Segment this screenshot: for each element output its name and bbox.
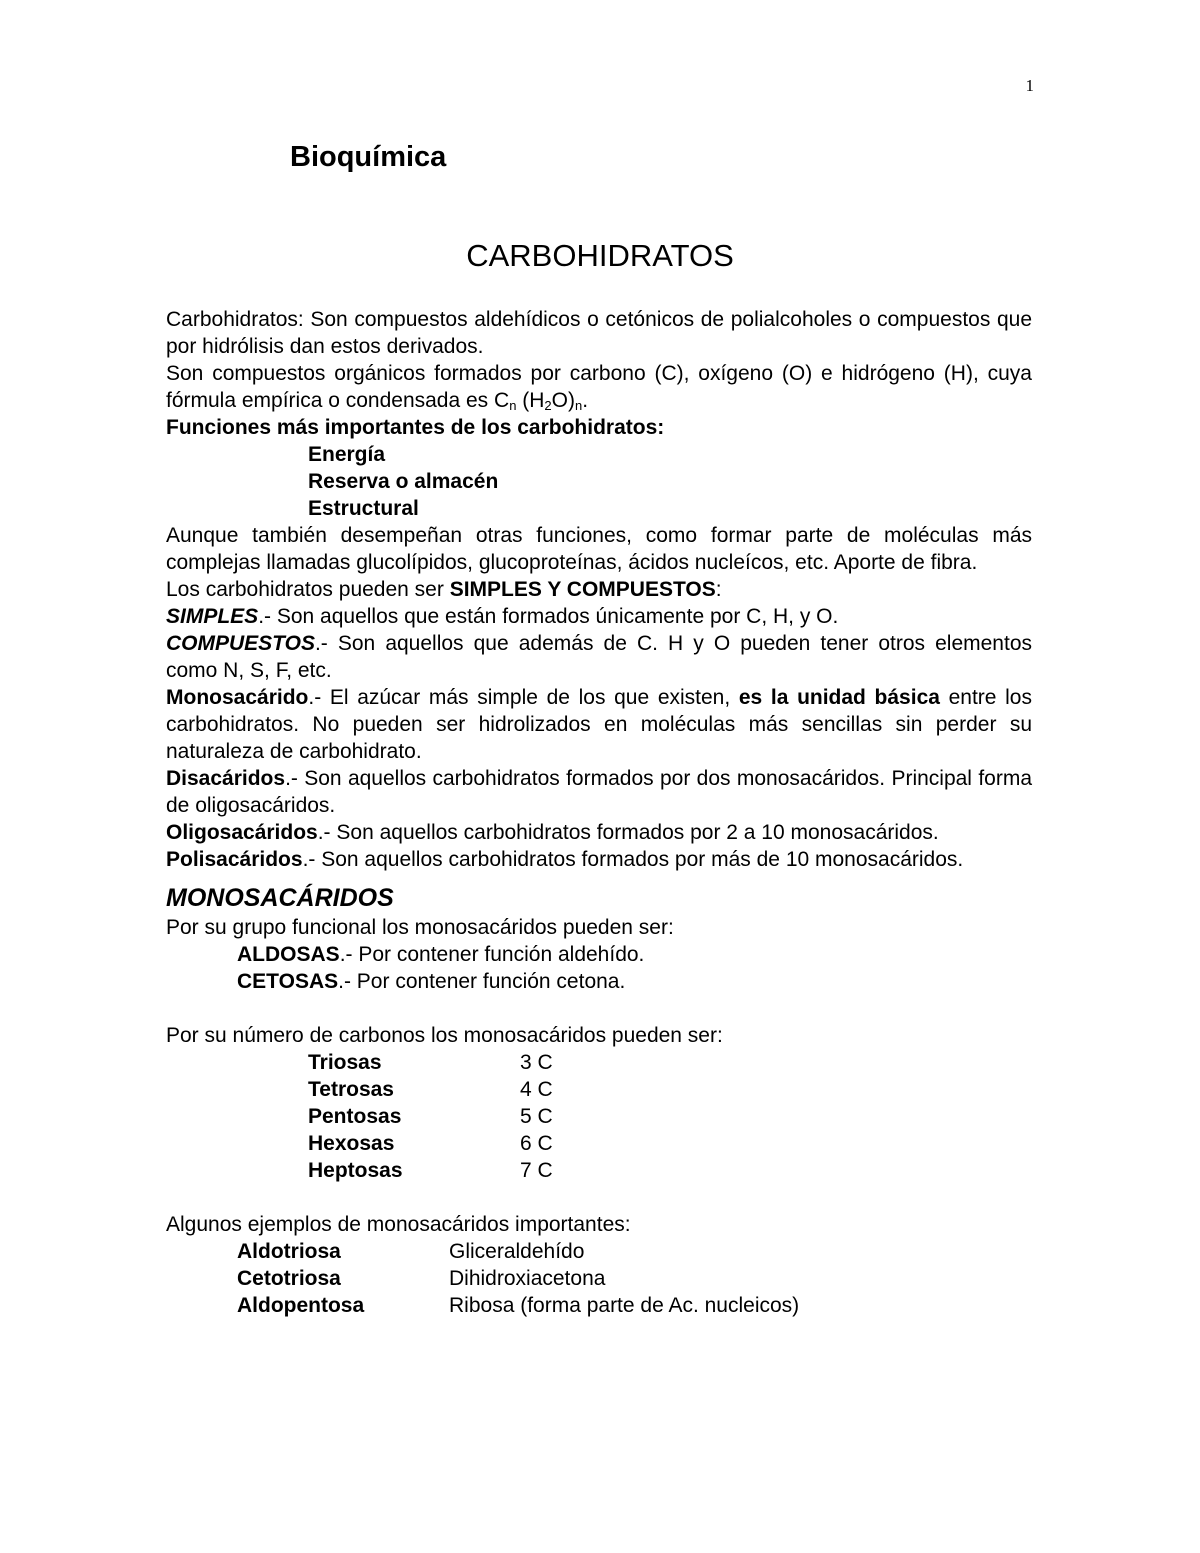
disacaridos-definition: Disacáridos.- Son aquellos carbohidratos formados por dos monosacáridos. Principal forma de oligosacáridos.	[166, 767, 1032, 817]
oligosacaridos-definition: Oligosacáridos.- Son aquellos carbohidratos formados por 2 a 10 monosacáridos.	[166, 821, 939, 844]
carbon-number-intro: Por su número de carbonos los monosacáridos pueden ser:	[166, 1024, 723, 1047]
aldosas-item: ALDOSAS.- Por contener función aldehído.	[237, 943, 645, 966]
carbon-type-row: Heptosas 7 C	[308, 1159, 553, 1182]
example-row: Aldopentosa Ribosa (forma parte de Ac. nucleicos)	[237, 1294, 800, 1317]
function-item: Energía	[308, 443, 386, 466]
cetosas-item: CETOSAS.- Por contener función cetona.	[237, 970, 626, 993]
function-item: Reserva o almacén	[308, 470, 499, 493]
simples-definition: SIMPLES.- Son aquellos que están formados únicamente por C, H, y O.	[166, 605, 839, 628]
subscript-n: n	[509, 398, 517, 413]
carbon-type-row: Tetrosas 4 C	[308, 1078, 553, 1101]
document-body	[166, 306, 1032, 1319]
carbon-type-row: Hexosas 6 C	[308, 1132, 553, 1155]
examples-intro: Algunos ejemplos de monosacáridos importantes:	[166, 1213, 631, 1236]
types-intro: Los carbohidratos pueden ser SIMPLES Y COMPUESTOS:	[166, 578, 722, 601]
definition-paragraph: Carbohidratos: Son compuestos aldehídicos o cetónicos de polialcoholes o compuestos que por hidrólisis dan estos derivados.	[166, 308, 1032, 358]
subject-title: Bioquímica	[290, 141, 447, 173]
example-row: Cetotriosa Dihidroxiacetona	[237, 1267, 606, 1290]
monosacarido-definition: Monosacárido.- El azúcar más simple de los que existen, es la unidad básica entre los carbohidratos. No pueden ser hidrolizados en moléculas más sencillas sin perder su naturaleza de carbohidrato.	[166, 686, 1032, 763]
subscript-2: 2	[544, 398, 552, 413]
other-functions-paragraph: Aunque también desempeñan otras funciones, como formar parte de moléculas más complejas llamadas glucolípidos, glucoproteínas, ácidos nucleícos, etc. Aporte de fibra.	[166, 524, 1032, 574]
page-title: CARBOHIDRATOS	[466, 238, 734, 273]
section-heading: MONOSACÁRIDOS	[166, 884, 394, 912]
example-row: Aldotriosa Gliceraldehído	[237, 1240, 585, 1263]
formula-paragraph: Son compuestos orgánicos formados por carbono (C), oxígeno (O) e hidrógeno (H), cuya fórmula empírica o condensada es $C_n$ $(H_2O)_n$.	[166, 362, 1032, 413]
carbon-type-row: Pentosas 5 C	[308, 1105, 553, 1128]
carbon-type-row: Triosas 3 C	[308, 1051, 553, 1074]
polisacaridos-definition: Polisacáridos.- Son aquellos carbohidratos formados por más de 10 monosacáridos.	[166, 848, 964, 871]
function-item: Estructural	[308, 497, 419, 520]
compuestos-definition: COMPUESTOS.- Son aquellos que además de C. H y O pueden tener otros elementos como N, S, F, etc.	[166, 632, 1032, 682]
page-number: 1	[1025, 76, 1034, 95]
subscript-n: n	[574, 398, 583, 413]
functional-group-intro: Por su grupo funcional los monosacáridos pueden ser:	[166, 916, 674, 939]
functions-heading: Funciones más importantes de los carbohidratos:	[166, 416, 665, 439]
